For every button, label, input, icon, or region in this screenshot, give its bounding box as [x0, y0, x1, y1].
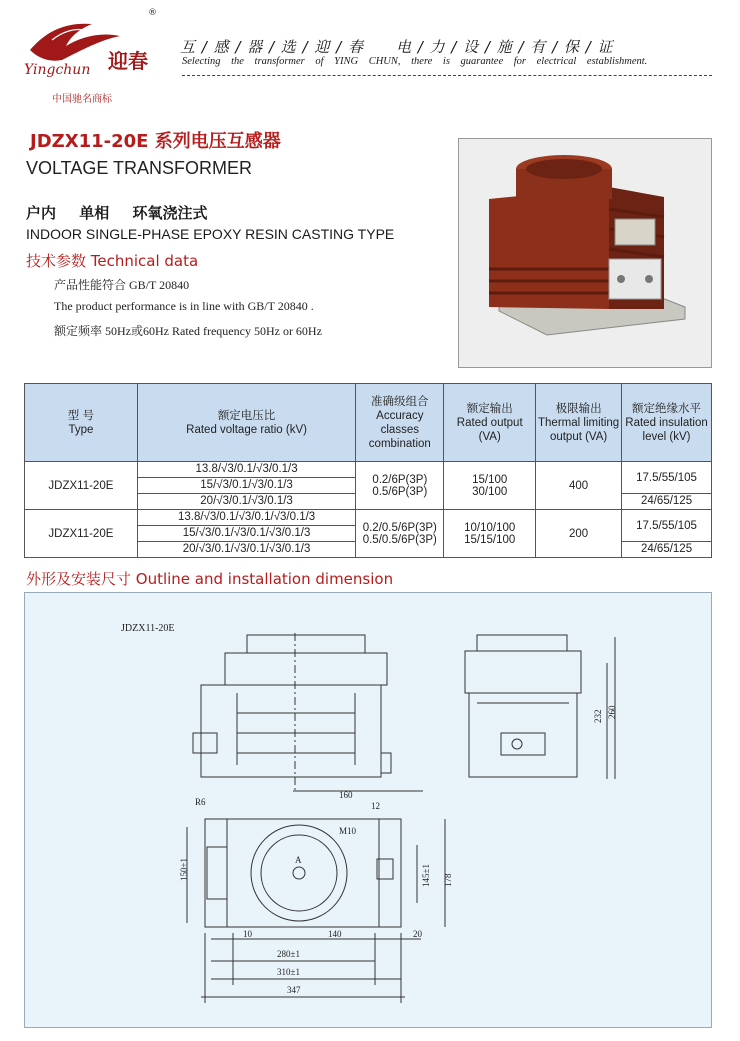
header-divider [182, 75, 712, 76]
drawing-label: JDZX11-20E [121, 623, 175, 634]
dim-150: 150±1 [179, 858, 189, 881]
col-header-type-cn: 型 号 [67, 409, 94, 422]
dim-10: 10 [243, 929, 252, 939]
insulation-line: 24/65/125 [640, 542, 693, 555]
cell-insulation [622, 510, 712, 558]
col-header-type [25, 384, 138, 462]
dim-310: 310±1 [277, 967, 300, 977]
bottom-dimensions [201, 929, 423, 1003]
dim-260: 260 [607, 705, 617, 719]
cell-ratios [137, 510, 356, 558]
spec-table [24, 383, 712, 558]
col-header-insulation [622, 384, 712, 462]
brand-subtitle: 中国驰名商标 [52, 94, 112, 105]
ratio-line: 13.8/√3/0.1/√3/0.1/√3/0.1/3 [138, 510, 356, 526]
table-row [25, 510, 712, 558]
ratio-line: 20/√3/0.1/√3/0.1/√3/0.1/3 [182, 543, 311, 555]
col-header-output-en: Rated output (VA) [456, 416, 523, 443]
accuracy-line: 0.5/6P(3P) [372, 485, 428, 498]
ratio-line: 15/√3/0.1/√3/0.1/√3/0.1/3 [138, 526, 356, 542]
label-a: A [295, 855, 302, 865]
product-title-en: VOLTAGE TRANSFORMER [26, 158, 253, 178]
dim-20: 20 [413, 929, 422, 939]
cell-accuracy [356, 462, 444, 510]
output-line: 15/100 [472, 473, 508, 486]
output-line: 10/10/100 [464, 521, 516, 534]
table-row [25, 462, 712, 510]
cell-type: JDZX11-20E [25, 510, 138, 558]
accuracy-line: 0.2/6P(3P) [372, 473, 428, 486]
brand-logo [22, 10, 162, 78]
col-header-accuracy [356, 384, 444, 462]
col-header-thermal-cn: 极限输出 [555, 402, 602, 415]
dim-347: 347 [287, 985, 301, 995]
front-view [193, 633, 423, 800]
brand-cn: 迎春 [108, 49, 148, 73]
standard-line-cn: 产品性能符合 GB/T 20840 [54, 278, 190, 292]
cell-type: JDZX11-20E [25, 462, 138, 510]
product-type-cn: 户内 单相 环氧浇注式 [26, 204, 208, 222]
dim-178: 178 [443, 873, 453, 887]
col-header-insulation-cn: 额定绝缘水平 [632, 402, 702, 415]
col-header-output [444, 384, 536, 462]
slogan-en: Selecting the transformer of YING CHUN, there is guarantee for electrical establishment. [182, 56, 648, 67]
dim-160: 160 [339, 790, 353, 800]
outline-drawing [24, 592, 712, 1028]
cell-output [444, 510, 536, 558]
col-header-thermal-en: Thermal limiting output (VA) [538, 416, 620, 443]
product-type-en: INDOOR SINGLE-PHASE EPOXY RESIN CASTING TYPE [26, 226, 395, 242]
dim-280: 280±1 [277, 949, 300, 959]
cell-output [444, 462, 536, 510]
col-header-accuracy-en: Accuracy classes combination [368, 409, 431, 450]
cell-accuracy [356, 510, 444, 558]
col-header-ratio-cn: 额定电压比 [217, 409, 276, 422]
table-header-row [25, 384, 712, 462]
insulation-line: 17.5/55/105 [622, 463, 711, 494]
col-header-type-en: Type [68, 423, 94, 436]
cell-insulation [622, 462, 712, 510]
ratio-line: 13.8/√3/0.1/√3/0.1/3 [138, 462, 356, 478]
product-photo [458, 138, 712, 368]
output-line: 30/100 [472, 485, 508, 498]
side-view [465, 635, 617, 779]
col-header-output-cn: 额定输出 [466, 402, 513, 415]
dim-r6: R6 [195, 797, 206, 807]
cell-thermal: 200 [536, 510, 622, 558]
dim-140: 140 [328, 929, 342, 939]
insulation-line: 17.5/55/105 [622, 511, 711, 542]
registered-mark: ® [148, 8, 157, 18]
technical-data-heading: 技术参数 Technical data [26, 252, 199, 270]
col-header-insulation-en: Rated insulation level (kV) [625, 416, 708, 443]
ratio-line: 20/√3/0.1/√3/0.1/3 [200, 495, 293, 507]
plan-view [179, 797, 453, 927]
col-header-accuracy-cn: 准确级组合 [371, 395, 429, 408]
standard-line-en: The product performance is in line with GB/T 20840 . [54, 299, 314, 313]
frequency-line: 额定频率 50Hz或60Hz Rated frequency 50Hz or 60Hz [54, 324, 322, 338]
slogan-cn: 互 / 感 / 器 / 选 / 迎 / 春 电 / 力 / 设 / 施 / 有 / 保 / 证 [180, 38, 614, 56]
cell-thermal: 400 [536, 462, 622, 510]
insulation-line: 24/65/125 [640, 494, 693, 507]
output-line: 15/15/100 [464, 533, 516, 546]
dim-m10: M10 [339, 826, 357, 836]
dim-12: 12 [371, 801, 380, 811]
ratio-line: 15/√3/0.1/√3/0.1/3 [138, 478, 356, 494]
accuracy-line: 0.5/0.5/6P(3P) [362, 533, 437, 546]
col-header-thermal [536, 384, 622, 462]
outline-heading: 外形及安装尺寸 Outline and installation dimension [26, 570, 394, 588]
col-header-ratio-en: Rated voltage ratio (kV) [186, 423, 307, 436]
brand-script: Yingchun [24, 62, 91, 78]
dim-145: 145±1 [421, 864, 431, 887]
dim-232: 232 [593, 709, 603, 723]
col-header-ratio [137, 384, 356, 462]
product-title-cn: JDZX11-20E 系列电压互感器 [30, 131, 281, 152]
cell-ratios [137, 462, 356, 510]
accuracy-line: 0.2/0.5/6P(3P) [362, 521, 437, 534]
